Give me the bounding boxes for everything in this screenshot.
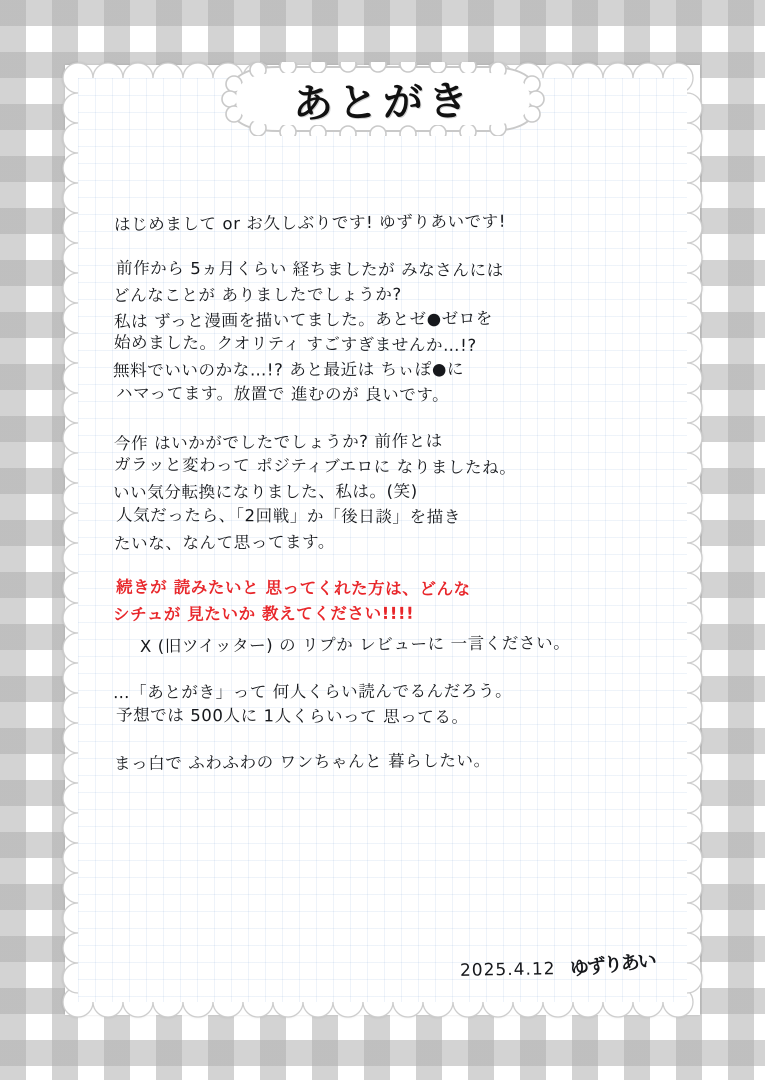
paragraph-since-last-work: [114, 257, 606, 407]
text-line: X (旧ツイッター) の リプか レビューに 一言ください。: [139, 633, 571, 657]
text-line: 前作から 5ヵ月くらい 経ちましたが みなさんには: [115, 258, 504, 280]
text-line: 予想では 500人に 1人くらいって 思ってる。: [115, 705, 469, 727]
text-line: ハマってます。放置で 進むのが 良いです。: [115, 383, 450, 405]
signature-block: [460, 949, 656, 981]
page-title: [218, 62, 548, 136]
text-line: 私は ずっと漫画を描いてました。あとゼ●ゼロを: [113, 308, 494, 332]
text-line: たいな、なんて思ってます。: [113, 532, 336, 554]
text-line-highlighted: [116, 575, 608, 603]
text-line: 今作 はいかがでしたでしょうか? 前作とは: [113, 431, 443, 454]
paragraph-musing: [114, 679, 606, 729]
page-title-text: あとがき: [292, 77, 473, 128]
text-line: …「あとがき」って 何人くらい読んでるんだろう。: [112, 681, 513, 703]
signature-date: 2025.4.12: [460, 959, 557, 981]
text-line: ガラッと変わって ポジティブエロに なりましたね。: [113, 454, 517, 478]
text-line-highlighted: [113, 600, 605, 627]
highlight-span: シチュが 見たいか 教えてください!!!!: [112, 603, 415, 625]
paragraph-call-to-action: [114, 576, 606, 626]
paper-sheet: [52, 52, 713, 1028]
text-line: どんなことが ありましたでしょうか?: [112, 284, 402, 306]
paragraph-about-this-work: [114, 429, 606, 554]
paragraph-call-to-action-followup: [114, 632, 606, 657]
paragraph-greeting: [114, 210, 606, 235]
text-line: まっ白で ふわふわの ワンちゃんと 暮らしたい。: [113, 750, 491, 774]
text-line: 人気だったら、「2回戦」か「後日談」を描き: [115, 505, 461, 527]
text-line: いい気分転換になりました、私は。(笑): [112, 481, 418, 503]
text-line: 無料でいいのかな…!? あと最近は ちぃぽ●に: [112, 359, 465, 381]
signature-name: ゆずりあい: [568, 949, 656, 981]
paragraph-closing-wish: [114, 749, 606, 774]
afterword-body: [114, 210, 606, 774]
highlight-span: 続きが 読みたいと 思ってくれた方は、どんな: [115, 577, 471, 599]
text-line: 始めました。クオリティ すごすぎませんか…!?: [113, 332, 477, 356]
text-line: はじめまして or お久しぶりです! ゆずりあいです!: [113, 211, 507, 235]
